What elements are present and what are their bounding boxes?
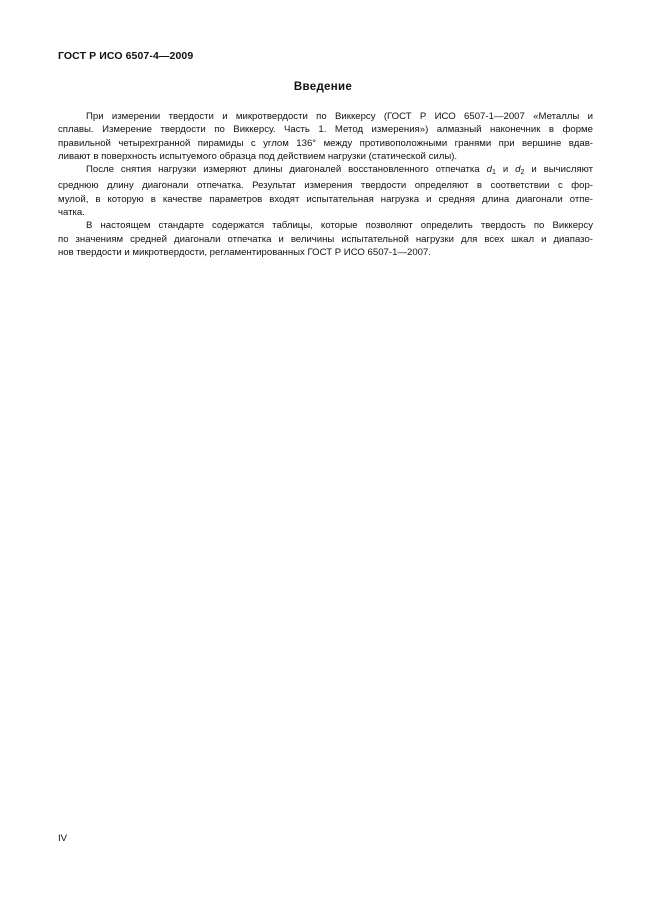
paragraph-2 <box>58 163 593 219</box>
paragraph-3 <box>58 219 593 259</box>
line-text: После снятия нагрузки измеряют длины диагоналей восстановленного отпечатка <box>86 164 487 176</box>
paragraph-1 <box>58 110 593 163</box>
paragraph-line: по значениям средней диагонали отпечатка и величины испытательной нагрузки для всех шкал и диапазо- <box>58 233 593 245</box>
paragraph-line: В настоящем стандарте содержатся таблицы, которые позволяют определить твердость по Виккерсу <box>86 220 593 232</box>
paragraph-line: ливают в поверхность испытуемого образца под действием нагрузки (статической силы). <box>58 150 458 162</box>
paragraph-line: среднюю длину диагонали отпечатка. Результат измерения твердости определяют в соответствии с фор- <box>58 180 593 192</box>
paragraph-line: чатка. <box>58 207 85 219</box>
conjunction-text: и <box>495 164 516 176</box>
section-title: Введение <box>293 81 353 93</box>
diagonal-subscript-1: 1 <box>491 169 496 177</box>
paragraph-line: сплавы. Измерение твердости по Виккерсу. Часть 1. Метод измерения») алмазный наконечник в форме <box>58 124 593 136</box>
paragraph-line <box>58 163 593 179</box>
line-text: и вычисляют <box>524 164 593 176</box>
paragraph-line: правильной четырехгранной пирамиды с углом 136° между противоположными гранями при вершине вдав- <box>58 137 593 149</box>
standard-code-header: ГОСТ Р ИСО 6507-4—2009 <box>58 50 194 62</box>
diagonal-subscript-2: 2 <box>520 169 525 177</box>
diagonal-symbol-1: d <box>486 164 492 176</box>
introduction-body <box>58 110 593 259</box>
paragraph-line: нов твердости и микротвердости, регламентированных ГОСТ Р ИСО 6507-1—2007. <box>58 246 432 258</box>
paragraph-line: мулой, в которую в качестве параметров входят испытательная нагрузка и средняя длина диагонали отпе- <box>58 193 593 205</box>
diagonal-symbol-2: d <box>515 164 521 176</box>
page-number: IV <box>58 833 68 844</box>
paragraph-line: При измерении твердости и микротвердости по Виккерсу (ГОСТ Р ИСО 6507-1—2007 «Металлы и <box>86 111 593 122</box>
